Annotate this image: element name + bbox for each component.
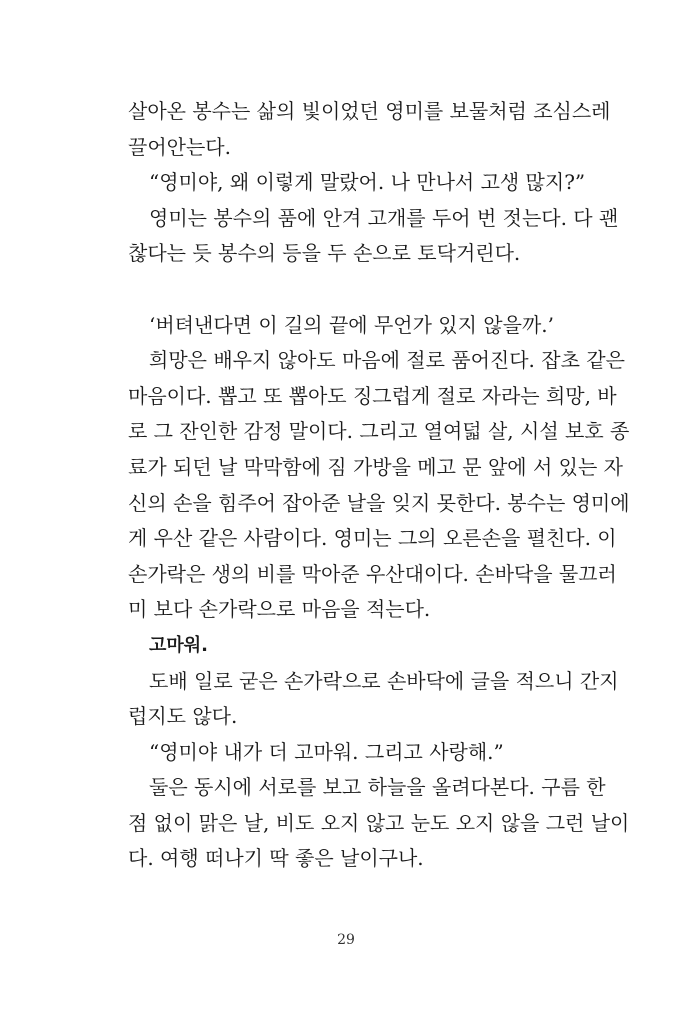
text-line: 희망은 배우지 않아도 마음에 절로 품어진다. 잡초 같은 <box>149 348 625 373</box>
text-line: 점 없이 맑은 날, 비도 오지 않고 눈도 오지 않을 그런 날이 <box>128 810 630 835</box>
text-line: 끌어안는다. <box>128 134 231 159</box>
text-line: 찮다는 듯 봉수의 등을 두 손으로 토닥거린다. <box>128 241 521 266</box>
text-line: 영미는 봉수의 품에 안겨 고개를 두어 번 젓는다. 다 괜 <box>149 205 619 230</box>
text-line: 게 우산 같은 사람이다. 영미는 그의 오른손을 펼친다. 이 <box>128 526 617 551</box>
page-body <box>128 94 630 877</box>
text-line: 럽지도 않다. <box>128 704 238 729</box>
text-line: 미 보다 손가락으로 마음을 적는다. <box>128 597 431 622</box>
text-line: 손가락은 생의 비를 막아준 우산대이다. 손바닥을 물끄러 <box>128 561 617 586</box>
text-line: 살아온 봉수는 삶의 빛이었던 영미를 보물처럼 조심스레 <box>128 99 611 123</box>
text-line: 다. 여행 떠나기 딱 좋은 날이구나. <box>128 846 424 871</box>
dialogue-line: “영미야, 왜 이렇게 말랐어. 나 만나서 고생 많지?” <box>149 170 586 195</box>
thought-line: ‘버텨낸다면 이 길의 끝에 무언가 있지 않을까.’ <box>149 312 554 337</box>
dialogue-line: “영미야 내가 더 고마워. 그리고 사랑해.” <box>149 739 504 764</box>
text-line: 료가 되던 날 막막함에 짐 가방을 메고 문 앞에 서 있는 자 <box>128 454 623 479</box>
emphasis-line: 고마워. <box>149 634 209 656</box>
text-line: 신의 손을 힘주어 잡아준 날을 잊지 못한다. 봉수는 영미에 <box>128 490 630 515</box>
blank-line <box>128 272 588 308</box>
page-number: 29 <box>337 932 355 948</box>
text-line: 도배 일로 굳은 손가락으로 손바닥에 글을 적으니 간지 <box>149 668 619 693</box>
text-line: 마음이다. 뽑고 또 뽑아도 징그럽게 절로 자라는 희망, 바 <box>128 383 617 408</box>
text-line: 둘은 동시에 서로를 보고 하늘을 올려다본다. 구름 한 <box>149 775 606 800</box>
text-line: 로 그 잔인한 감정 말이다. 그리고 열여덟 살, 시설 보호 종 <box>128 419 630 444</box>
